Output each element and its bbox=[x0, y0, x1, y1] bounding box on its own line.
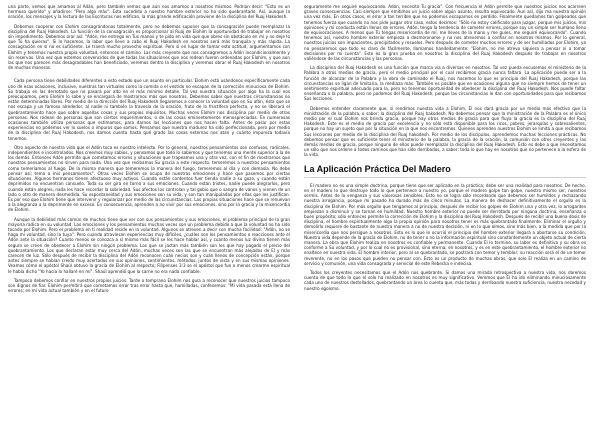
paragraph: Tampoco debemos confiar en nuestros propios juicios. Tarde o temprano Elohim nos guía a reconocer que nuestros juicios tampoco son dignos de fiar. Elohim permitirá que cometamos error tras error hasta que, humilladas, confesemos: "Mi vida pasada está llena de errores; en mi vida actual también y en el futuro bbox=[8, 277, 290, 294]
paragraph: Otro aspecto de nuestra vida que el Adón toca es nuestro intelecto. Por lo general, nuestros pensamientos son confusos, radicales, independientes e incontrolados. Nos creemos muy sabios, y pensamos que todo lo sabemos y que tenemos una mente superior a la de los demás. Entonces Adón permite que cometamos errores y situaciones que trapeamos una y otra vez, con el fin de mostrarnos que nuestros pensamientos no sirven para nada. Una vez que recibamos Su gracia a este respecto, temeremos a nuestros pensamientos como temeríamos al fuego. De la misma manera que temeremos la manera del fuego, temeremos al día y con demasía. No debe pensar así; tema a mis pensamientos". Otras veces Elohim se ocupa de nuestras emociones y hace que pasemos por ciertas situaciones. Algunos hermanos tienen afectuoso muy activos. Cuando están contentos fuer tienda nadie a su gozo, y cuando están deprimidos no encuentran consuelo. Toda su ser gira en torno a sus emociones. Cuando están tristes, nadie puede alegrarlos, pero cuando están alegres, nada les hace recordar la sobriedad. Sus afectos los controlan y tal gobio que o sangra de vanos y vienen de un lado o otro de manera desmedida. Su espontaneidad y sus emociones son su vida, y son tan manipuladas por ellas que les justifican. Es por eso que Elohim tiene que intervenir y regularizar por medio de las circunstancias. Las propias situaciones hace que se renuevan a la alegranza a la deprimente en exceso. En consecuencia, aprenden a no vivir por sus emociones, sino por la gracia y la misericordia de Elohim. bbox=[8, 144, 290, 213]
paragraph: Aunque la debilidad más común de muchos tiene que ver con sus pensamientos y sus emociones, el problema principal de la gran mayoría radica en su voluntad. Las emociones y los pensamientos muchas veces son un problema debido a que la voluntad no ha sido tocado por Elohim. Pero el problema en ti realidad reside en la voluntad. Algunos se atreven a decir con mucha facilidad: "Adón, no se haga mi voluntad, sino la tuya". Pero cuando atraviesan experiencias muy difíciles, ¿cuáles son los pensamientos o reacciones ante el Adón ante la situación? Cuanto menos se conozca a sí mismo más fácil se les hace hablar así, y cuanto menos luz divina tienen más seguro se creen de obedecer a Elohim sin ningún problema. Los que se jactan más también son los que hay pagado el precio del quebrantamiento. Los que declaran estar muy cerca del Adón, muchas veces son las que se encuentran más alejados de El y más carecen de luz. Sólo después de recibir la disciplina del Adón reconocen cuán necios son y cuán llenos de concepción están, porque antes siempre se habían creído muy acertados en sus opiniones, sentimientos, métodos, juntos de vista y en sus mismas opiniones. Veamos cómo el apóstol Shaúl obtuvo la gracia de Elohim al respecto; Filipenses 3:3 se el apóstol que fue a menos crearme espiritual le había dicho "Yo hacía lo hallaré en mí". Shaúl aprendió que la carne no era nada confiable. bbox=[8, 216, 290, 274]
section-heading: La Aplicación Práctica Del Madero bbox=[304, 164, 586, 178]
paragraph: una parte, vemos que amamos al Adán, pero también vemos que aún nos amamos a nosotros mismos. Podrían decir: "Esto es un hermoso querido" y añadirse: "Pero algo más". Esta sucedido a nuestro hombre exterior no ha sido quebrantado. Así, aunque la oración, los mensajes y la lectura de las Escrituras nos edifican, la más grande edificación proviene de la disciplina del Ruaj Hakodesh. bbox=[8, 4, 290, 20]
paragraph: seguramente me seguiré equivocando. Adón, necesito Tu gracia". Con frecuencia el Adón permite que nuestros juicios nos acarreen graves consecuencias. Casi siempre que emitimos un juicio sobre algún asunto, resulta equivocado. Aun así, dijo ma nuestra opinión una vez más. En otros casos, el error a tan terrible que no podemos escaparnos en perdido. Finalmente quedamos tan golpeados que tenemos fuerza que cuando no nos pide juzgar otro caso, estos decimos: "Sólo no estoy calificado para juzgar, porque mis juicios, mis opiniones y mi conducta están llenos de errores. Adón, tenga la tendencia de cometer errores, porque soy un simple ser humano lleno de equivocaciones. A menos que Tú tengas misericordia de mí, me lleves de la mano y me guíes, me seguiré equivocando". Cuando tenemos así, nuestro hombre exterior empieza a desmoronarse y no nos atrevemos a confiar en nosotros mismos. Por lo general, nuestros juicios son impacientes, precipitados y resuelos. Pero después de cometer muchos errores y de ser humillados por Elohim, ya no pensaremos que todo es claro de fácilmente, llamamos handedamente: "Elohim, no me atrevo siquiera a pensar ni a tomar decisiones por mi cuenta". Esto es la gran prueba en nosotros la disciplina del Ruaj Hakodesh después de trabajar en nosotros valiéndose de las circunstancias y las personas. bbox=[304, 4, 586, 62]
paragraph: El madero no es una simple doctrina, porque tiene que ser aplicado en la práctica; debe ser una realidad para nosotros. De hecho, en el madero lo que destruye todo lo que pertenece a nuestro yo, porque el madero golpe tan golpe, nuestro mismo ser, nuestros sermis. Antes de la venganza y sus valorosas sensibles. Esto no se logra sólo recordando que debemos ser humildes y rechazando nuestra arrogancia, porque mi pasado ha durado más de cinco minutos. La manera de deshacer definitivamente el orgullo es la disciplina de Elohim. Por más orgullo que tengamos al principio, después de recibir los golpes de Elohim una y otra vez, lo arrogantes empiezan a disminuir y se tornan en humildad. Nuestro hombre exterior no puede ser derrotado por ninguna doctrina, enseñanza o buen propósito; sólo entonces permite la corrección de Elohim y la disciplina del Ruaj Hakodesh. Después de recibir una buena dosis de disciplina, el hombre espiritualmente algo la propia opinión para nosotros tener es más quebrantado finalmente. Eliminar el orgullo y demolirlo requiere de bastante de nuestra manera a no de nuestra decisión, ni en lo que oímos, sino más bien, a la medida que por la misericordia que nos persigue a nosotros. Esto es lo que le ocurrió el principio del hombre exterior llegará a abortarse su condición. Nuestra vida depende de la gracia de Elohim, no de tener o no la información espiritual sino constantemente un objeto actual de cierta manera. La obra que Elohim realiza en nosotros es confiable y permanente. Cuando Él lo termine, su labor es definitiva y su obra es conforme a Su voluntad, y por lo cual no es provisional, sino eterna; en nosotros, y es en este quebrantamiento, el hombre exterior no enaltece en nuestra vida. El hombre interior, pero al se quebrantado, se postrará con temor y temblor; su reacción será el de un temor reverente, no en los pasos que pueden no pensar con. Esto es un producto de muchas obras, que solo El realiza en un camino de servicio y comunión, una vida consagrada y servicial de este Rebecka e indecisa. bbox=[304, 182, 586, 266]
paragraph: La disciplina del Ruaj Hakodesh es una función que marca via a diversas en nosotros. Tal vez pueda excusemos el ministerio de la Palabra a otros medios de gracia, pero el medio principal por el cual recibimos gracia nunca faltará. La aplicación puede ser a la función de alcanzar de la Palabra y la obra de caminado el Ruaj, nos hacemos lo que es principio del Ruaj Hakodesh, porque las circunstancias se ligan de limitaria, la mediaza más. También es posible que en ocasiones alguna que no siempre hemos de tener un sentimiento espiritual adecuado para la, pero no tenemos oportunidad de obedecer la disciplina del Ruaj Hakodesh. Nos puede faltar enseñanza o la palabra, pero no podemos del Ruaj Hakodesh, porque las circunstancias lo dan con oportunidades para que recibamos Sus lecciones. bbox=[304, 65, 586, 102]
paragraph: Cada persona tiene debilidades diferentes a esto estado que un asunto en particular. Elohim está usándonos específicamente cada uno de esas ocasiones, inclusive, nuestras tan virtuales como la comida o el vestido no escapan de la corrección minuciosa de Elohim. Su trabajo en las derrotado que no pasará por alto en el más mínimo detalle. Tal vez nuestra situación por algo ha la cual nos preocupamos, pero Elohim lo sabe y se encargará de mostrarnos más que nosotros. Debemos saber que nuestras circunstancias no están determinadas libres. Por medio de la dirección del Ruaj Hakodesh llegaremos a conocer la voluntad que en Su afán, ésta que se nos escapa y un famoso alrededor, al nadie ni también la travesía de la oración, fruto de lo fructífera perfecto, y no se liberará el quebrantamiento hace que sobre aquellas cosas y sus propios requisitos. Muchas veces Elohim nos disciplina por medio de otras personas. Nos rodean de personas que son ciertos requerimientos, o de las cosas eminentemente menospreciadas. En numerosas ocasiones también utiliza personas que estimamos, para darnos las lecciones que nos hacen falta. Antes de pasar por estas experiencias no podemos ver lo suelos o impuros que somos. Pensamos que nuestra madurez ha sido perfeccionada, pero por medio de la disciplina del Ruaj Hakodesh, nos damos cuenta hasta qué grado las cosas externas nos atan y cuánto impureza todavía tenemos. bbox=[8, 78, 290, 141]
paragraph: Debemos cooperar con Elohim consagrándonos totalmente, pero no debemos suponer que la consagración puede reemplazar la disciplina del Ruaj Hakodesh. La función de la consagración es proporcionar al Ruaj de Elohim la oportunidad de trabajar en nosotros sin impedimento. Debemos orar así: "Adón, me entrego en Tus manos y te pido en vida que que obres sin obstáculo en mí y no deje lo que Tú ha quieras". Si lo hacemos, la labor que lleve a cabo el Ruaj Hakodesh en nosotros será más tranquila y más rápida. La consagración en sí no es suficiente. Le traerá mucho provecho espiritual. Pero si en lugar de tomar esto actitud, argumentamos con Elohim y tenemos nuestra propia voluntad, entonces el camino. Las más creyente que nos consagremos a Adón incondicionalmente y sin reservas. Una vez que estemos convencidos de que todas las situaciones que nos rodean fueron ordenadas por Elohim, y que aun las que nos parecen más desagradables han beneficiado, veremos dentro la disciplina y veremos obrar el Ruaj Hakodesh en nosotros de muchas maneras. bbox=[8, 23, 290, 71]
paragraph: Debemos entender claramente que, si rendimos nuestra vida a Elohim, Él nos dará gracia por un medio más efectivo que la ministración de la palabra, o saber: la disciplina del Ruaj hakodesh. No debemos pensar que la ministración de la Palabra es el único medio por el cual Elohim nos brinda gracia, porque hay otros medios de gracia para que fluya la gracia es la disciplina del Ruaj Hakodesh. Este es el medio de gracia por excelencia y no sólo está disponible para los ricos, pobres, jerarquías y sobresalientes, porque no hay un sujeto que por la situación en la que nos encontremos. Quienes aprenden nuestros Elohim se limita a que recibamos Sus lecciones por medio de la disciplina del Ruaj hakodesh. Por medio de los discípulos, aprendemos muchas lecciones prácticas. No debemos pensar que es suficiente tener el ministerio de la palabra, la gracia de la oración, la comunión con otros creyentes y las demás medios de gracia, porque ninguno de ellos puede reemplazar la disciplina del Ruaj Hakodesh. Esto es debe a que necesitamos un sólo que nos ordene a todos caminos que han sido derribados, a saber: toda lo que hay en nosotros que no pertenece a la esfera de la vida. bbox=[304, 105, 586, 158]
paragraph: Todos los creyentes necesitamos que el Adón nos quebrante. Si damos una mirada retrospectiva a nuestra vida, nos daremos cuenta de que todo lo que el solo ha realizado en nosotros es muy significativo. Veremos que Él ha ido eliminando minuciosamente cada uno de nuestros destellados, quebrantando un área lo cuenta que, más todas y derribando nuestra suficiencia, nuestra necedad y nuestro egoísmo. bbox=[304, 269, 586, 291]
left-column bbox=[8, 4, 290, 297]
right-column bbox=[304, 4, 586, 295]
